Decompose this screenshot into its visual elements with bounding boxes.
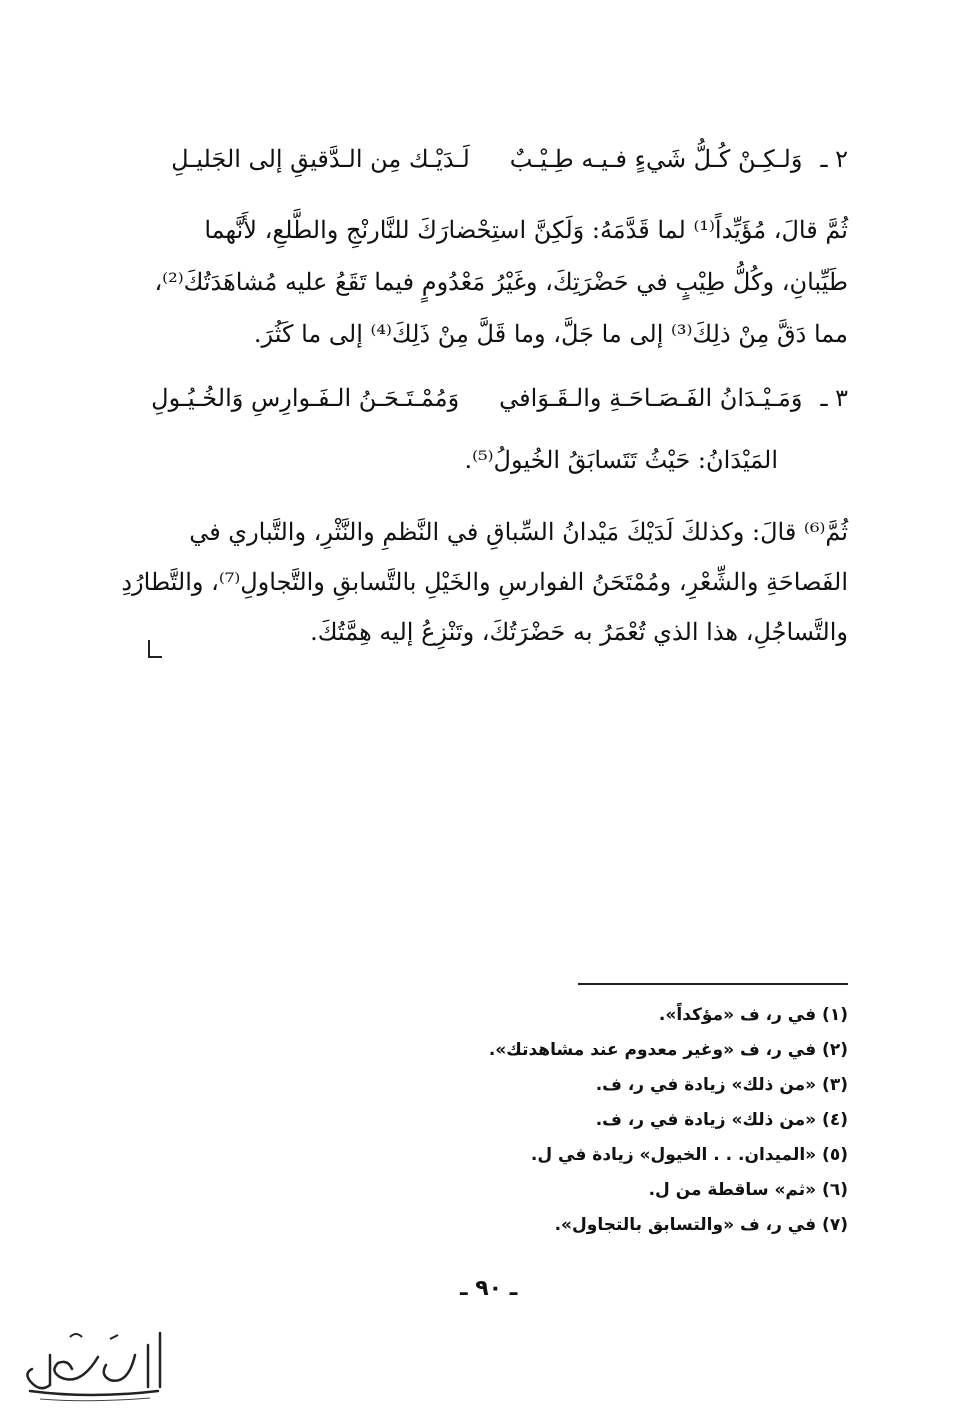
verse-hemistich-first: وَلـكِـنْ كُـلُّ شَيءٍ فـيـه طِـيْـبٌ <box>509 145 803 173</box>
footnote-separator <box>578 983 848 985</box>
footnote-2: (٢) في ر، ف «وغير معدوم عند مشاهدتك». <box>488 1040 848 1060</box>
verse-3 <box>140 384 848 412</box>
footnote-3: (٣) «من ذلك» زيادة في ر، ف. <box>595 1075 848 1095</box>
calligraphy-logo <box>10 1325 170 1405</box>
footnote-1: (١) في ر، ف «مؤكداً». <box>658 1005 848 1025</box>
page-number: ـ ٩٠ ـ <box>460 1276 518 1301</box>
verse-2 <box>140 145 848 173</box>
footnote-6: (٦) «ثم» ساقطة من ل. <box>648 1180 848 1200</box>
verse-number: ٣ ـ <box>820 384 848 412</box>
paragraph-2-line-1: ثُمَّ⁽⁶⁾ قالَ: وكذلكَ لَدَيْكَ مَيْدانُ السِّباقِ في النَّظمِ والنَّثْرِ، والتَّباري في <box>189 518 848 546</box>
verse-hemistich-second: لَـدَيْـك مِن الـدَّقيقِ إلى الجَليـلِ <box>171 145 470 173</box>
paragraph-2-line-2: الفَصاحَةِ والشِّعْرِ، ومُمْتَحَنُ الفوارسِ والخَيْلِ بالتَّسابقِ والتَّجاولِ⁽⁷⁾، والتَّطارُدِ <box>121 568 848 596</box>
section-end-mark <box>148 640 162 658</box>
verse-hemistich-first: وَمَـيْـدَانُ الفَـصَـاحَـةِ والـقَـوَافي <box>499 384 803 412</box>
paragraph-1-line-3: مما دَقَّ مِنْ ذلِكَ⁽³⁾ إلى ما جَلَّ، وما قَلَّ مِنْ ذَلِكَ⁽⁴⁾ إلى ما كَثُرَ. <box>253 320 848 348</box>
verse-hemistich-second: وَمُمْـتَـحَـنُ الـفَـوارِسِ وَالخُـيُـولِ <box>151 384 460 412</box>
paragraph-1-line-1: ثُمَّ قالَ، مُؤَيِّداً⁽¹⁾ لما قَدَّمَهُ: وَلَكِنَّ استِحْضارَكَ للنَّارنْجِ والطَّلعِ، لأَنَّهما <box>204 216 848 244</box>
footnote-4: (٤) «من ذلك» زيادة في ر، ف. <box>595 1110 848 1130</box>
definition-line: المَيْدَانُ: حَيْثُ تَتَسابَقُ الخُيولُ⁽⁵⁾. <box>464 446 778 474</box>
footnote-7: (٧) في ر، ف «والتسابق بالتجاول». <box>554 1215 848 1235</box>
paragraph-2-line-3: والتَّساجُلِ، هذا الذي تُعْمَرُ به حَضْرَتُكَ، وتَنْزِعُ إليه هِمَّتُكَ. <box>310 618 848 646</box>
paragraph-1-line-2: طَيِّبانِ، وكُلُّ طِيْبٍ في حَضْرَتِكَ، وغَيْرُ مَعْدُومٍ فيما تَقَعُ عليه مُشاهَدَتُكَ⁽²⁾، <box>154 268 848 296</box>
footnote-5: (٥) «الميدان. . . الخيول» زيادة في ل. <box>530 1145 848 1165</box>
verse-number: ٢ ـ <box>820 145 848 173</box>
